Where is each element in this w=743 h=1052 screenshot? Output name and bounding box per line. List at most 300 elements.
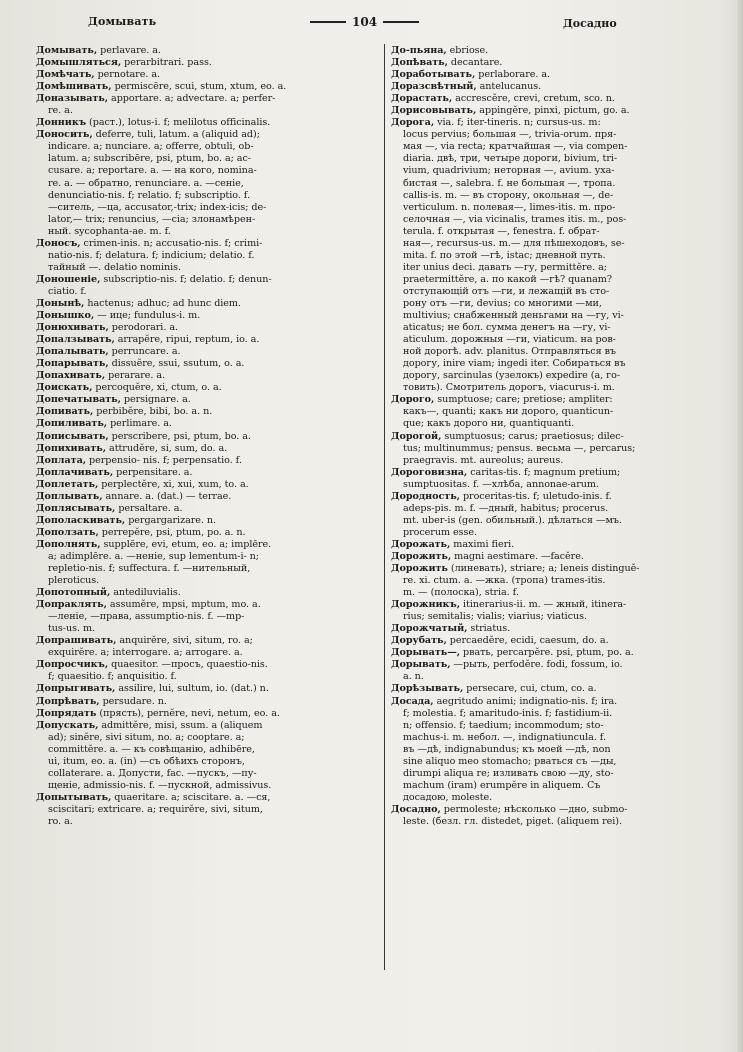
- definition-text: sumptuosus; carus; praetiosus; dilec-: [441, 430, 624, 442]
- headword: Дополнять,: [36, 538, 101, 550]
- headword: Дорывать—,: [391, 647, 461, 659]
- entry-continuation: [391, 382, 729, 394]
- dictionary-entry: [391, 81, 729, 93]
- headword: Допахивать,: [36, 370, 106, 382]
- headword: Допросчикъ,: [36, 659, 109, 671]
- definition-text: quaesitor. —просъ, quaestio-nis.: [108, 659, 268, 671]
- entry-continuation: [391, 262, 729, 274]
- definition-text: дорогу, sarcinulas (узелокъ) expedire (a, го-: [403, 370, 621, 382]
- dictionary-entry: [391, 683, 729, 695]
- entry-continuation: [36, 178, 376, 190]
- headword: Дорисовывать,: [391, 105, 477, 117]
- definition-text: perpensitare. a.: [113, 466, 193, 478]
- definition-text: sine aliquo meo stomacho; рваться съ —ды,: [403, 755, 617, 767]
- headword: Доплачивать,: [36, 466, 114, 478]
- entry-continuation: [391, 298, 729, 310]
- definition-text: arrapĕre, ripui, reptum, io. a.: [114, 334, 260, 346]
- definition-text: anquirĕre, sivi, situm, ro. a;: [116, 635, 253, 647]
- dictionary-entry: [391, 659, 729, 671]
- definition-text: vium, quadrivium; неторная —, avium. уха-: [403, 165, 615, 177]
- dictionary-entry: [391, 804, 729, 816]
- definition-text: hactenus; adhuc; ad hunc diem.: [84, 297, 241, 309]
- entry-continuation: [36, 141, 376, 153]
- definition-text: persecare, cui, ctum, co. a.: [463, 683, 597, 695]
- entry-continuation: [391, 744, 729, 756]
- entry-continuation: [391, 153, 729, 165]
- headword: Донынѣ,: [36, 297, 85, 309]
- definition-text: annare. a. (dat.) — terrae.: [102, 490, 232, 502]
- entry-continuation: [391, 732, 729, 744]
- definition-text: deferre, tuli, latum. a (aliquid ad);: [92, 129, 260, 141]
- definition-text: a. n.: [403, 671, 424, 683]
- definition-text: persudare. n.: [99, 695, 167, 707]
- definition-text: perpensio- nis. f; perpensatio. f.: [86, 454, 242, 466]
- headword: Доползать,: [36, 526, 99, 538]
- dictionary-entry: [36, 708, 376, 720]
- dictionary-entry: [36, 455, 376, 467]
- definition-text: machus-i. m. небол. —, indignatiuncula. f.: [403, 731, 606, 743]
- definition-text: ro. a.: [48, 816, 73, 827]
- dictionary-entry: [36, 310, 376, 322]
- definition-text: persaltare. a.: [115, 502, 183, 514]
- entry-continuation: [36, 563, 376, 575]
- definition-text: diaria. двѣ, три, четыре дороги, bivium, tri-: [403, 153, 618, 165]
- headword: Дородность,: [391, 490, 460, 502]
- definition-text: рону отъ —ги, devius; со многими —ми,: [403, 297, 602, 309]
- definition-text: callis-is. m. — въ сторону, окольная —, de-: [403, 189, 614, 201]
- definition-text: magni aestimare. —facĕre.: [451, 550, 584, 562]
- page-edge: [737, 0, 743, 1052]
- headword: Доискать,: [36, 382, 93, 394]
- dictionary-entry: [36, 322, 376, 334]
- entry-continuation: [391, 250, 729, 262]
- definition-text: cusare. a; reportare. a. — на кого, nomina-: [48, 165, 257, 177]
- headword: Доплывать,: [36, 490, 103, 502]
- entry-continuation: [391, 310, 729, 322]
- dictionary-entry: [391, 623, 729, 635]
- headword: Дорожить,: [391, 550, 452, 562]
- page-header: [0, 0, 743, 40]
- dictionary-entry: [36, 81, 376, 93]
- definition-text: admittĕre, misi, ssum. a (aliquem: [98, 719, 263, 731]
- headword: Дорога,: [391, 117, 435, 129]
- entry-continuation: [36, 732, 376, 744]
- definition-text: percoquĕre, xi, ctum, o. a.: [92, 382, 222, 394]
- entry-continuation: [391, 611, 729, 623]
- definition-text: —леніе, —права, assumptio-nis. f. —mp-: [48, 611, 245, 623]
- definition-text: товить). Смотритель дорогъ, viacurus-i. m.: [403, 382, 615, 394]
- headword: Допытывать,: [36, 791, 112, 803]
- headword: Дорывать,: [391, 659, 451, 671]
- definition-text: (прясть), pernĕre, nevi, netum, eo. a.: [96, 707, 280, 719]
- headword: Допечатывать,: [36, 394, 121, 406]
- dictionary-entry: [36, 346, 376, 358]
- dictionary-entry: [391, 491, 729, 503]
- dictionary-entry: [391, 551, 729, 563]
- definition-text: decantare.: [447, 57, 503, 69]
- entry-continuation: [391, 527, 729, 539]
- right-guide-word: Досадно: [563, 17, 617, 30]
- headword: Дополаскивать,: [36, 514, 126, 526]
- headword: Домывать,: [36, 45, 98, 56]
- definition-text: multivius; снабженный деньгами на —гу, vi-: [403, 310, 624, 322]
- left-column: [36, 45, 376, 828]
- definition-text: rius; semitalis; vialis; viarius; viaticus.: [403, 611, 588, 623]
- definition-text: via. f; iter-tineris. n; cursus-us. m:: [434, 117, 601, 129]
- dictionary-entry: [36, 117, 376, 129]
- definition-text: —рыть, perfodĕre. fodi, fossum, io.: [450, 659, 623, 671]
- entry-continuation: [391, 178, 729, 190]
- dictionary-entry: [36, 129, 376, 141]
- definition-text: permoleste; нѣсколько —дно, submo-: [440, 803, 628, 815]
- headword: Дорожать,: [391, 538, 451, 550]
- entry-continuation: [36, 647, 376, 659]
- dictionary-entry: [36, 491, 376, 503]
- header-rule-right: [383, 21, 419, 23]
- dictionary-entry: [36, 431, 376, 443]
- definition-text: perbibĕre, bibi, bo. a. n.: [93, 406, 213, 418]
- definition-text: pernotare. a.: [94, 69, 161, 81]
- definition-text: procerum esse.: [403, 526, 478, 538]
- headword: Доработывать,: [391, 69, 476, 81]
- definition-text: дорогу, inire viam; ingedi iter. Собираться въ: [403, 358, 626, 370]
- dictionary-entry: [36, 406, 376, 418]
- definition-text: perlaborare. a.: [475, 69, 551, 81]
- headword: Допрашивать,: [36, 635, 117, 647]
- entry-continuation: [391, 768, 729, 780]
- definition-text: proceritas-tis. f; uletudo-inis. f.: [459, 490, 612, 502]
- dictionary-entry: [36, 599, 376, 611]
- entry-continuation: [391, 720, 729, 732]
- dictionary-entry: [36, 238, 376, 250]
- headword: Допрыгивать,: [36, 683, 116, 695]
- entry-continuation: [36, 226, 376, 238]
- definition-text: permiscēre, scui, stum, xtum, eo. a.: [111, 81, 287, 93]
- headword: Допихивать,: [36, 442, 107, 454]
- entry-continuation: [391, 515, 729, 527]
- dictionary-entry: [36, 358, 376, 370]
- entry-continuation: [36, 780, 376, 792]
- entry-continuation: [391, 141, 729, 153]
- entry-continuation: [391, 214, 729, 226]
- dictionary-entry: [391, 599, 729, 611]
- entry-continuation: [391, 587, 729, 599]
- dictionary-entry: [391, 69, 729, 81]
- definition-text: natio-nis. f; delatura. f; indicium; delatio. f.: [48, 249, 255, 261]
- headword: Доплетать,: [36, 478, 99, 490]
- definition-text: maximi fieri.: [450, 538, 515, 550]
- headword: Дорого,: [391, 394, 435, 406]
- definition-text: sumptuose; care; pretiose; ampliter:: [434, 394, 613, 406]
- headword: Дорубать,: [391, 635, 447, 647]
- definition-text: subscriptio-nis. f; delatio. f; denun-: [100, 273, 272, 285]
- dictionary-entry: [36, 274, 376, 286]
- definition-text: denunciatio-nis. f; relatio. f; subscriptio. f.: [48, 189, 250, 201]
- headword: Дорастать,: [391, 93, 453, 105]
- entry-continuation: [36, 575, 376, 587]
- headword: Домѣшивать,: [36, 81, 112, 93]
- dictionary-entry: [36, 418, 376, 430]
- headword: Допивать,: [36, 406, 94, 418]
- left-guide-word: Домывать: [88, 15, 157, 28]
- definition-text: supplēre, evi, etum, eo. a; implēre.: [100, 538, 272, 550]
- definition-text: бистая —, salebra. f. не большая —, тропа.: [403, 177, 616, 189]
- definition-text: latum. a; subscribēre, psi, ptum, bo. a; ac-: [48, 153, 251, 165]
- definition-text: ная—, recursus-us. m.— для пѣшеходовъ, se-: [403, 237, 625, 249]
- headword: Допускать,: [36, 719, 99, 731]
- dictionary-entry: [36, 443, 376, 455]
- definition-text: perlavare. a.: [97, 45, 161, 56]
- headword: Допалывать,: [36, 346, 109, 358]
- definition-text: ciatio. f.: [48, 285, 87, 297]
- header-rule-left: [310, 21, 346, 23]
- definition-text: dissuĕre, ssui, ssutum, o. a.: [108, 358, 245, 370]
- dictionary-entry: [36, 394, 376, 406]
- headword: Досадно,: [391, 803, 441, 815]
- definition-text: perrepĕre, psi, ptum, po. a. n.: [98, 526, 246, 538]
- definition-text: мая —, via recta; кратчайшая —, via compen-: [403, 141, 628, 153]
- dictionary-entry: [36, 503, 376, 515]
- headword: Допѣвать,: [391, 57, 448, 69]
- entry-continuation: [391, 503, 729, 515]
- headword: Донюхивать,: [36, 322, 109, 334]
- headword: Допотопный,: [36, 587, 111, 599]
- definition-text: рвать, percarpĕre. psi, ptum, po. a.: [460, 647, 634, 659]
- headword: Дорожчатый,: [391, 623, 468, 635]
- definition-text: praetermittĕre, a. по какой —гѣ? quanam?: [403, 273, 612, 285]
- entry-continuation: [391, 780, 729, 792]
- page-number: 104: [352, 15, 378, 29]
- page-number-block: [310, 15, 419, 29]
- definition-text: antediluvialis.: [110, 587, 181, 599]
- definition-text: отступающій отъ —ги, и лежащій въ сто-: [403, 285, 610, 297]
- entry-continuation: [391, 334, 729, 346]
- definition-text: indicare. a; nunciare. a; offerre, obtuli, ob-: [48, 141, 254, 153]
- definition-text: въ —дѣ, indignabundus; къ моей —дѣ, non: [403, 743, 611, 755]
- entry-continuation: [36, 286, 376, 298]
- definition-text: antelucanus.: [476, 81, 542, 93]
- definition-text: — ице; fundulus-i. m.: [94, 310, 201, 322]
- entry-continuation: [391, 479, 729, 491]
- headword: Доносъ,: [36, 237, 81, 249]
- headword: Доназывать,: [36, 93, 109, 105]
- definition-text: perruncare. a.: [108, 346, 181, 358]
- dictionary-entry: [36, 659, 376, 671]
- dictionary-entry: [391, 696, 729, 708]
- definition-text: persignare. a.: [120, 394, 191, 406]
- definition-text: verticulum. n. полевая—, limes-itis. m. про-: [403, 201, 616, 213]
- entry-continuation: [36, 202, 376, 214]
- headword: Дописывать,: [36, 430, 109, 442]
- definition-text: committĕre. a. — къ совѣщанію, adhibēre,: [48, 743, 255, 755]
- definition-text: caritas-tis. f; magnum pretium;: [467, 466, 621, 478]
- entry-continuation: [36, 804, 376, 816]
- entry-continuation: [391, 129, 729, 141]
- entry-continuation: [36, 262, 376, 274]
- definition-text: assumĕre, mpsi, mptum, mo. a.: [106, 599, 261, 611]
- definition-text: appingĕre, pinxi, pictum, go. a.: [476, 105, 630, 117]
- definition-text: ad); sinĕre, sivi situm, no. a; cooptare. a;: [48, 731, 245, 743]
- column-divider: [384, 44, 385, 970]
- definition-text: perplectĕre, xi, xui, xum, to. a.: [98, 478, 249, 490]
- headword: Доношеніе,: [36, 273, 101, 285]
- entry-continuation: [36, 611, 376, 623]
- headword: Домѣчать,: [36, 69, 95, 81]
- definition-text: praegravis. mt. aureolus; aureus.: [403, 454, 564, 466]
- entry-continuation: [36, 153, 376, 165]
- entry-continuation: [36, 768, 376, 780]
- definition-text: striatus.: [467, 623, 511, 635]
- dictionary-entry: [36, 527, 376, 539]
- definition-text: pleroticus.: [48, 575, 100, 587]
- dictionary-entry: [36, 720, 376, 732]
- definition-text: (линевать), striare; a; leneis distinguĕ-: [447, 563, 640, 575]
- definition-text: aticulum. дорожныя —ги, viaticum. на ров-: [403, 334, 616, 346]
- dictionary-entry: [36, 635, 376, 647]
- entry-continuation: [36, 214, 376, 226]
- dictionary-entry: [391, 45, 729, 57]
- entry-continuation: [391, 286, 729, 298]
- dictionary-entry: [36, 382, 376, 394]
- definition-text: percaedĕre, ecidi, caesum, do. a.: [446, 635, 609, 647]
- definition-text: sciscitari; extricare. a; requirĕre, sivi, situm,: [48, 803, 263, 815]
- dictionary-entry: [391, 467, 729, 479]
- definition-text: accrescĕre, crevi, cretum, sco. n.: [452, 93, 615, 105]
- definition-text: m. — (полоска), stria. f.: [403, 587, 519, 599]
- entry-continuation: [391, 322, 729, 334]
- entry-continuation: [391, 443, 729, 455]
- headword: Домышляться,: [36, 57, 122, 69]
- definition-text: locus pervius; большая —, trivia-orum. пря-: [403, 129, 617, 141]
- headword: Досада,: [391, 695, 434, 707]
- entry-continuation: [36, 551, 376, 563]
- headword: Донышко,: [36, 310, 95, 322]
- entry-continuation: [391, 418, 729, 430]
- dictionary-entry: [36, 69, 376, 81]
- definition-text: (раст.), lotus-i. f; melilotus officinalis.: [86, 117, 271, 129]
- definition-text: que; какъ дорого ни, quantiquanti.: [403, 418, 575, 430]
- entry-continuation: [36, 165, 376, 177]
- definition-text: tus-us. m.: [48, 623, 96, 635]
- definition-text: tus; multinummus; pensus. весьма —, percarus;: [403, 442, 636, 454]
- definition-text: re. xi. ctum. a. —жка. (тропа) trames-itis.: [403, 575, 606, 587]
- definition-text: ui, itum, eo. a. (in) —съ обѣихъ сторонъ,: [48, 755, 245, 767]
- dictionary-entry: [36, 370, 376, 382]
- headword: Дорожникъ,: [391, 599, 460, 611]
- dictionary-entry: [391, 647, 729, 659]
- headword: Допрядать: [36, 707, 97, 719]
- entry-continuation: [391, 575, 729, 587]
- headword: Доплясывать,: [36, 502, 116, 514]
- headword: Доносить,: [36, 129, 93, 141]
- dictionary-entry: [36, 683, 376, 695]
- dictionary-entry: [391, 394, 729, 406]
- definition-text: exquirĕre. a; interrogare. a; arrogare. a.: [48, 647, 243, 659]
- definition-text: perscribere, psi, ptum, bo. a.: [108, 430, 251, 442]
- dictionary-entry: [36, 334, 376, 346]
- definition-text: leste. (безл. гл. distedet, piget. (aliquem rei).: [403, 816, 622, 827]
- definition-text: aticatus; не бол. сумма денегъ на —гу, vi-: [403, 322, 611, 334]
- definition-text: щеніе, admissio-nis. f. —пускной, admissivus.: [48, 779, 272, 791]
- definition-text: terula. f. открытая —, fenestra. f. обрат-: [403, 225, 600, 237]
- definition-text: ной дорогѣ. adv. planitus. Отправляться въ: [403, 346, 616, 358]
- definition-text: crimen-inis. n; accusatio-nis. f; crimi-: [80, 237, 263, 249]
- definition-text: pergargarizare. n.: [125, 514, 217, 526]
- dictionary-entry: [391, 117, 729, 129]
- entry-continuation: [391, 346, 729, 358]
- definition-text: селочная —, via vicinalis, trames itis. m., pos-: [403, 213, 627, 225]
- definition-text: perarbitrari. pass.: [121, 57, 212, 69]
- definition-text: dirumpi aliqua re; изливать свою —ду, sto-: [403, 767, 614, 779]
- dictionary-entry: [36, 93, 376, 105]
- definition-text: —ситель, —ца, accusator,-trix; index-icis; de-: [48, 201, 267, 213]
- entry-continuation: [36, 671, 376, 683]
- headword: Донникъ: [36, 117, 87, 129]
- headword: Дорожить: [391, 563, 448, 575]
- headword: До-пьяна,: [391, 45, 447, 56]
- definition-text: f; molestia. f; amaritudo-inis. f; fastidium-ii.: [403, 707, 613, 719]
- entry-continuation: [391, 406, 729, 418]
- dictionary-entry: [391, 563, 729, 575]
- definition-text: какъ—, quanti; какъ ни дорого, quanticun-: [403, 406, 614, 418]
- dictionary-entry: [36, 57, 376, 69]
- definition-text: repletio-nis. f; suffectura. f. —нительный,: [48, 563, 251, 575]
- headword: Дороговизна,: [391, 466, 468, 478]
- definition-text: machum (iram) erumpĕre in aliquem. Съ: [403, 779, 601, 791]
- entry-continuation: [391, 671, 729, 683]
- entry-continuation: [391, 455, 729, 467]
- entry-continuation: [391, 190, 729, 202]
- entry-continuation: [36, 816, 376, 828]
- headword: Дорѣзывать,: [391, 683, 464, 695]
- definition-text: perarare. a.: [105, 370, 166, 382]
- definition-text: тайный —. delatio nominis.: [48, 261, 181, 273]
- definition-text: re. a.: [48, 105, 73, 117]
- entry-continuation: [36, 250, 376, 262]
- headword: Дорогой,: [391, 430, 442, 442]
- headword: Допалзывать,: [36, 334, 115, 346]
- dictionary-entry: [36, 479, 376, 491]
- definition-text: attrudĕre, si, sum, do. a.: [106, 442, 228, 454]
- entry-continuation: [391, 202, 729, 214]
- headword: Доразсвѣтный,: [391, 81, 477, 93]
- definition-text: ebriose.: [446, 45, 489, 56]
- definition-text: f; quaesitio. f; anquisitio. f.: [48, 671, 177, 683]
- definition-text: adeps-pis. m. f. —дный, habitus; procerus.: [403, 502, 609, 514]
- entry-continuation: [391, 708, 729, 720]
- definition-text: collaterare. a. Допусти, fac. —пускъ, —пу-: [48, 767, 257, 779]
- definition-text: mt. uber-is (gen. обильный.). дѣлаться —мъ.: [403, 514, 622, 526]
- definition-text: sumptuositas. f. —хлѣба, annonae-arum.: [403, 478, 599, 490]
- dictionary-entry: [391, 105, 729, 117]
- definition-text: ный. sycophanta-ae. m. f.: [48, 225, 171, 237]
- definition-text: aegritudo animi; indignatio-nis. f; ira.: [433, 695, 618, 707]
- dictionary-entry: [36, 587, 376, 599]
- dictionary-entry: [391, 431, 729, 443]
- dictionary-entry: [391, 635, 729, 647]
- dictionary-entry: [391, 57, 729, 69]
- entry-continuation: [36, 190, 376, 202]
- dictionary-entry: [36, 515, 376, 527]
- definition-text: assilire, lui, sultum, io. (dat.) n.: [115, 683, 269, 695]
- dictionary-entry: [36, 298, 376, 310]
- definition-text: re. a. — обратно, renunciare. a. —сеніе,: [48, 177, 244, 189]
- definition-text: lator,— trix; renuncius, —cia; злонамѣрен-: [48, 213, 256, 225]
- definition-text: iter unius deci. давать —гу, permittĕre. a;: [403, 261, 607, 273]
- entry-continuation: [391, 226, 729, 238]
- dictionary-entry: [36, 45, 376, 57]
- entry-continuation: [391, 238, 729, 250]
